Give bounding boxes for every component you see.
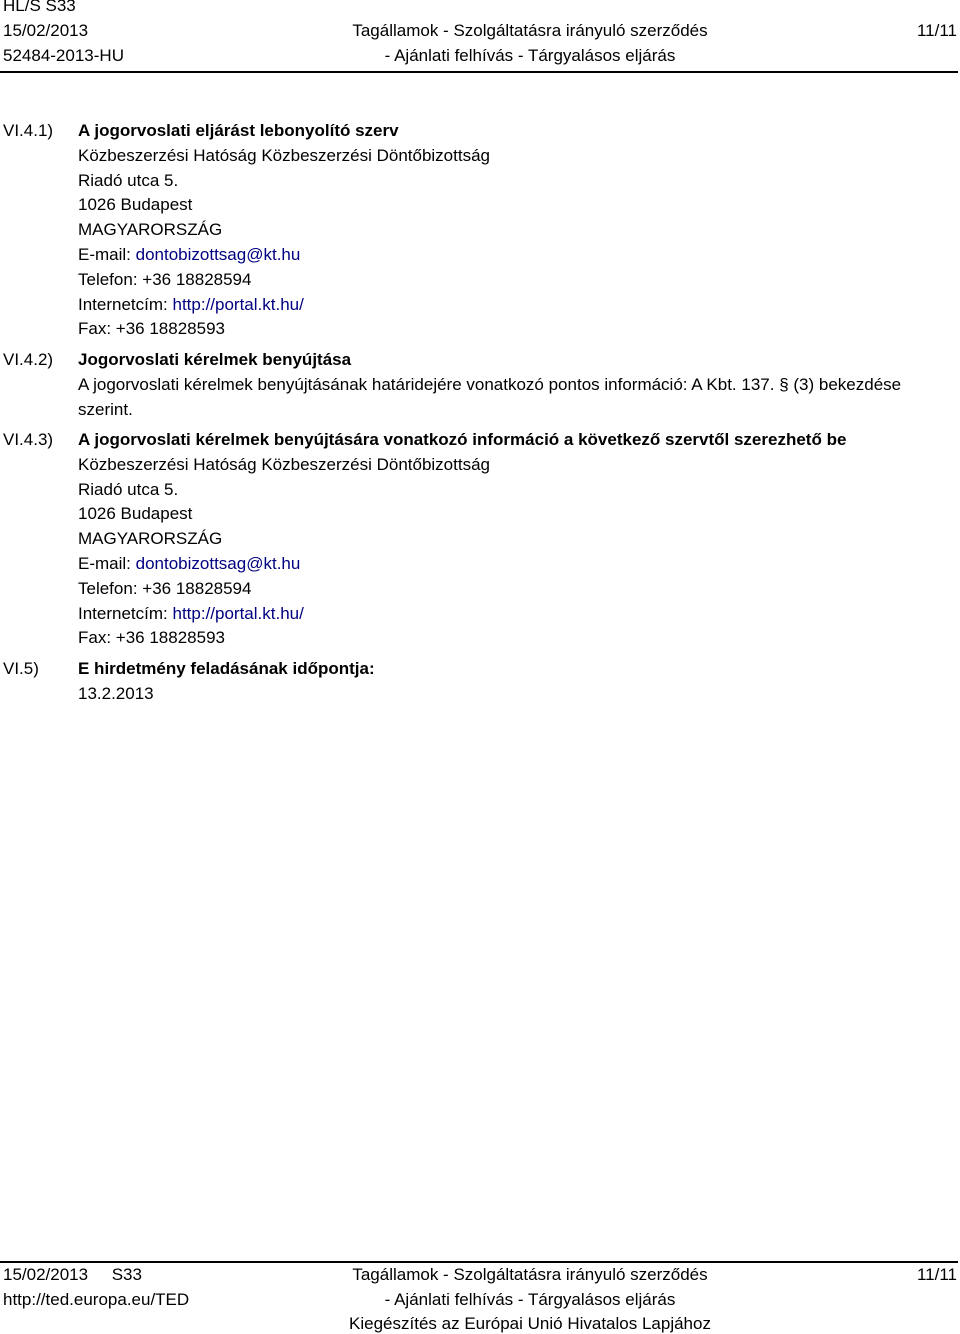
section-lodging-appeals xyxy=(78,348,948,422)
section-number: VI.4.3) xyxy=(3,430,54,449)
footer-title-line1: Tagállamok - Szolgáltatásra irányuló szerződés xyxy=(352,1265,708,1284)
org-name: Közbeszerzési Hatóság Közbeszerzési Döntőbizottság xyxy=(78,454,490,474)
city: 1026 Budapest xyxy=(78,504,193,524)
header-title-line1: Tagállamok - Szolgáltatásra irányuló szerződés xyxy=(352,21,708,40)
section-number: VI.4.2) xyxy=(3,350,54,369)
header-notice-id: 52484-2013-HU xyxy=(3,46,124,65)
fax: Fax: +36 18828593 xyxy=(78,319,225,339)
section-text: A jogorvoslati kérelmek benyújtásának határidejére vonatkozó pontos információ: A Kbt. 137. § (3) bekezdése szerint. xyxy=(78,374,902,419)
email-link[interactable]: dontobizottsag@kt.hu xyxy=(135,553,301,573)
section-number: VI.4.1) xyxy=(3,121,54,140)
phone: Telefon: +36 18828594 xyxy=(78,269,252,289)
section-heading: A jogorvoslati eljárást lebonyolító szerv xyxy=(78,121,399,140)
header-rule xyxy=(0,71,958,73)
street-address: Riadó utca 5. xyxy=(78,170,179,190)
section-number: VI.5) xyxy=(3,659,39,678)
web-row xyxy=(78,293,490,318)
email-link[interactable]: dontobizottsag@kt.hu xyxy=(135,244,301,264)
section-info-source xyxy=(78,428,846,651)
footer-rule xyxy=(0,1261,958,1263)
email-row xyxy=(78,243,490,268)
country: MAGYARORSZÁG xyxy=(78,529,223,549)
web-label: Internetcím: xyxy=(78,294,173,314)
header-page-number: 11/11 xyxy=(916,21,957,40)
web-row xyxy=(78,602,846,627)
footer-url[interactable]: http://ted.europa.eu/TED xyxy=(3,1290,190,1309)
email-row xyxy=(78,552,846,577)
email-label: E-mail: xyxy=(78,553,136,573)
dispatch-date: 13.2.2013 xyxy=(78,683,154,703)
doc-code: HL/S S33 xyxy=(3,0,76,15)
web-label: Internetcím: xyxy=(78,603,173,623)
email-label: E-mail: xyxy=(78,244,136,264)
header-date: 15/02/2013 xyxy=(3,21,89,40)
fax: Fax: +36 18828593 xyxy=(78,628,225,648)
footer-title-line3: Kiegészítés az Európai Unió Hivatalos Lapjához xyxy=(349,1314,711,1333)
org-name: Közbeszerzési Hatóság Közbeszerzési Döntőbizottság xyxy=(78,145,490,165)
phone: Telefon: +36 18828594 xyxy=(78,578,252,598)
city: 1026 Budapest xyxy=(78,195,193,215)
footer-page-number: 11/11 xyxy=(916,1265,957,1284)
footer-title-line2: - Ajánlati felhívás - Tárgyalásos eljárás xyxy=(384,1290,676,1309)
street-address: Riadó utca 5. xyxy=(78,479,179,499)
section-heading: A jogorvoslati kérelmek benyújtására vonatkozó információ a következő szervtől szerezhető be xyxy=(78,430,847,449)
section-dispatch-date xyxy=(78,657,375,707)
country: MAGYARORSZÁG xyxy=(78,220,223,240)
header-title-line2: - Ajánlati felhívás - Tárgyalásos eljárás xyxy=(384,46,676,65)
web-link[interactable]: http://portal.kt.hu/ xyxy=(172,603,304,623)
footer-date-code: 15/02/2013 S33 xyxy=(3,1265,142,1284)
section-heading: Jogorvoslati kérelmek benyújtása xyxy=(78,350,352,369)
section-review-body xyxy=(78,119,490,342)
section-heading: E hirdetmény feladásának időpontja: xyxy=(78,659,375,678)
web-link[interactable]: http://portal.kt.hu/ xyxy=(172,294,304,314)
